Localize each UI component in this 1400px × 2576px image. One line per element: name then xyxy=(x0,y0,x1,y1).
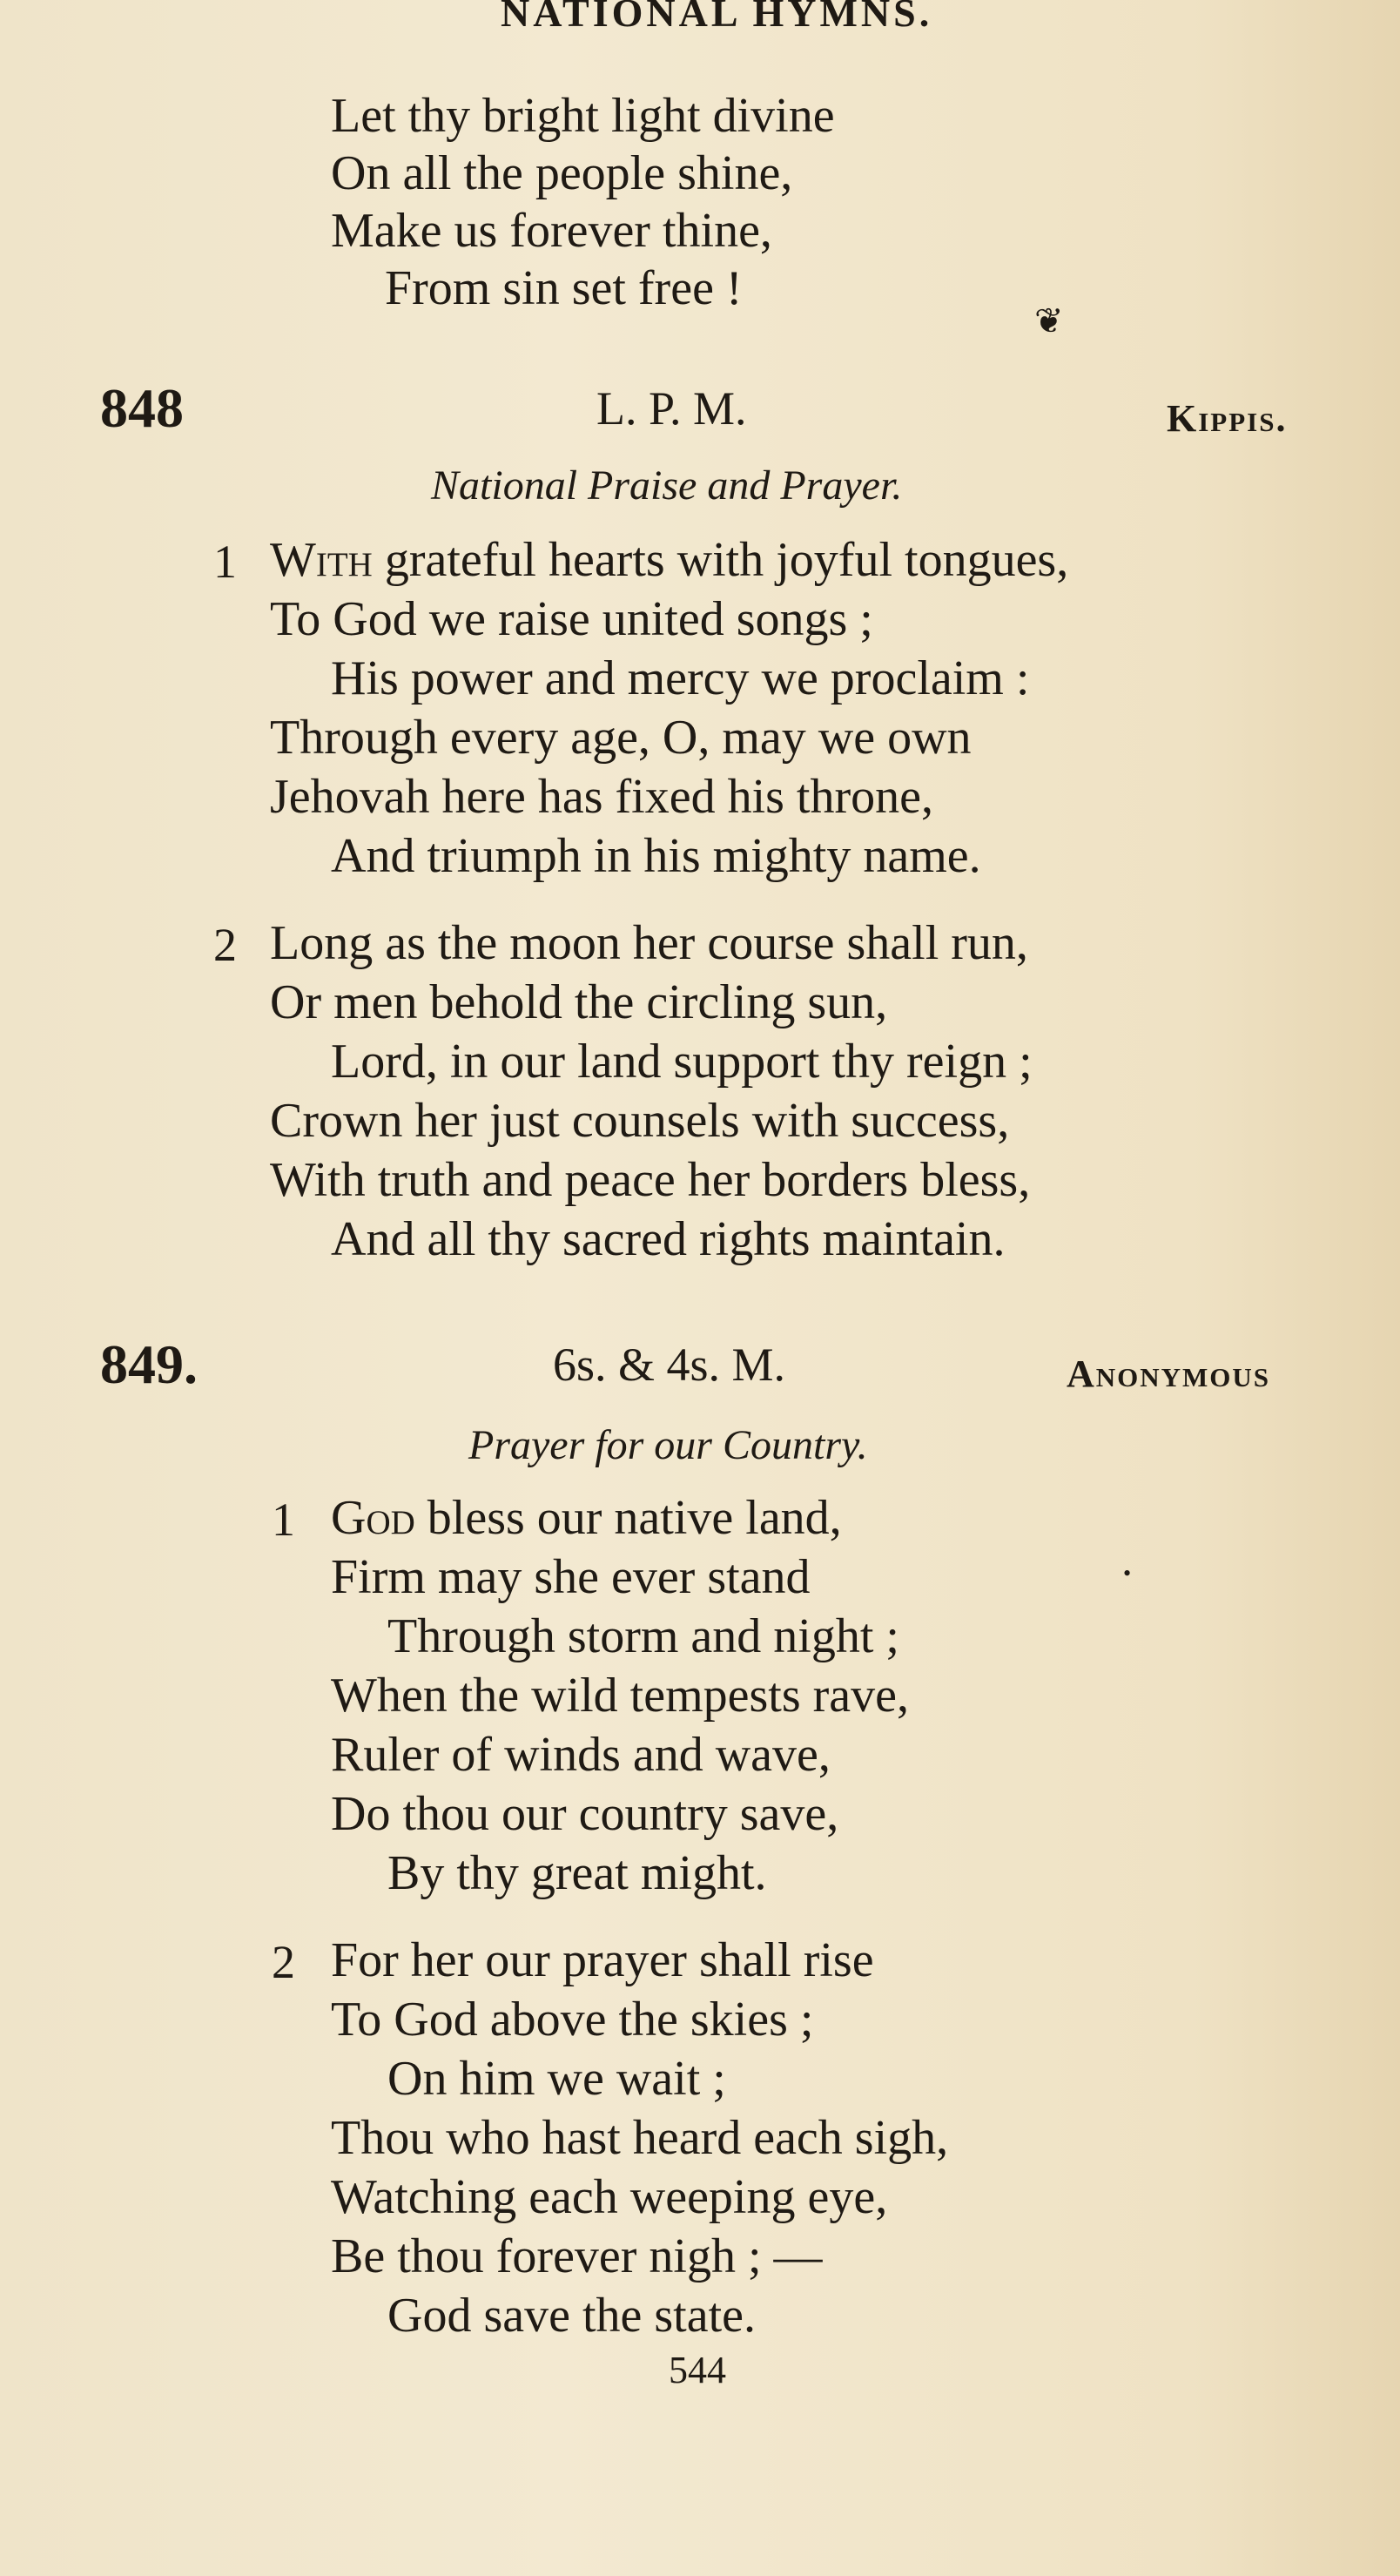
verse-line xyxy=(270,531,1068,589)
verse-line: Or men behold the circling sun, xyxy=(270,975,888,1029)
verse-line: Firm may she ever stand xyxy=(331,1550,811,1604)
verse-line xyxy=(331,1489,842,1547)
verse-first-rest: grateful hearts with joyful tongues, xyxy=(372,533,1069,587)
verse-line: Crown her just counsels with success, xyxy=(270,1094,1010,1148)
verse-line: Make us forever thine, xyxy=(331,204,772,258)
stray-mark: • xyxy=(1123,1561,1132,1586)
verse-number: 2 xyxy=(213,919,237,971)
verse-line: Lord, in our land support thy reign ; xyxy=(331,1035,1033,1089)
verse-line: Thou who hast heard each sigh, xyxy=(331,2111,949,2165)
verse-line: His power and mercy we proclaim : xyxy=(331,651,1030,705)
verse-number: 1 xyxy=(272,1494,295,1546)
verse-line: To God we raise united songs ; xyxy=(270,592,873,646)
hymn-author: Kippis. xyxy=(1167,397,1288,440)
running-header: NATIONAL HYMNS. xyxy=(501,0,933,35)
verse-line: For her our prayer shall rise xyxy=(331,1933,874,1987)
ornament-mark: ❦ xyxy=(1034,301,1064,341)
verse-line: And all thy sacred rights maintain. xyxy=(331,1212,1006,1266)
hymn-title: Prayer for our Country. xyxy=(468,1422,868,1468)
verse-first-rest: bless our native land, xyxy=(414,1491,842,1545)
verse-line: Be thou forever nigh ; — xyxy=(331,2229,823,2283)
hymn-number: 849. xyxy=(100,1333,198,1395)
verse-line: By thy great might. xyxy=(387,1846,767,1900)
verse-number: 2 xyxy=(272,1936,295,1988)
verse-line: On him we wait ; xyxy=(387,2052,726,2106)
hymn-number: 848 xyxy=(100,377,184,439)
verse-line: To God above the skies ; xyxy=(331,1993,814,2047)
verse-line: God save the state. xyxy=(387,2289,756,2343)
verse-line: From sin set free ! xyxy=(385,261,743,315)
verse-line: Do thou our country save, xyxy=(331,1787,839,1841)
verse-line: Jehovah here has fixed his throne, xyxy=(270,770,933,824)
verse-line: Let thy bright light divine xyxy=(331,89,835,143)
hymn-author: Anonymous xyxy=(1067,1352,1271,1395)
hymn-meter: 6s. & 4s. M. xyxy=(553,1339,786,1391)
verse-line: Ruler of winds and wave, xyxy=(331,1728,831,1782)
verse-line: Through every age, O, may we own xyxy=(270,711,972,765)
hymn-meter: L. P. M. xyxy=(596,382,747,435)
verse-line: Long as the moon her course shall run, xyxy=(270,916,1028,970)
hymn-title: National Praise and Prayer. xyxy=(431,462,903,509)
verse-first-word: With xyxy=(270,533,373,587)
verse-number: 1 xyxy=(213,536,237,588)
verse-line: And triumph in his mighty name. xyxy=(331,829,981,883)
verse-line: Through storm and night ; xyxy=(387,1609,899,1663)
page-number: 544 xyxy=(669,2349,726,2391)
verse-first-word: God xyxy=(331,1491,415,1545)
verse-line: On all the people shine, xyxy=(331,146,793,200)
verse-line: Watching each weeping eye, xyxy=(331,2170,888,2224)
verse-line: With truth and peace her borders bless, xyxy=(270,1153,1031,1207)
verse-line: When the wild tempests rave, xyxy=(331,1669,910,1723)
